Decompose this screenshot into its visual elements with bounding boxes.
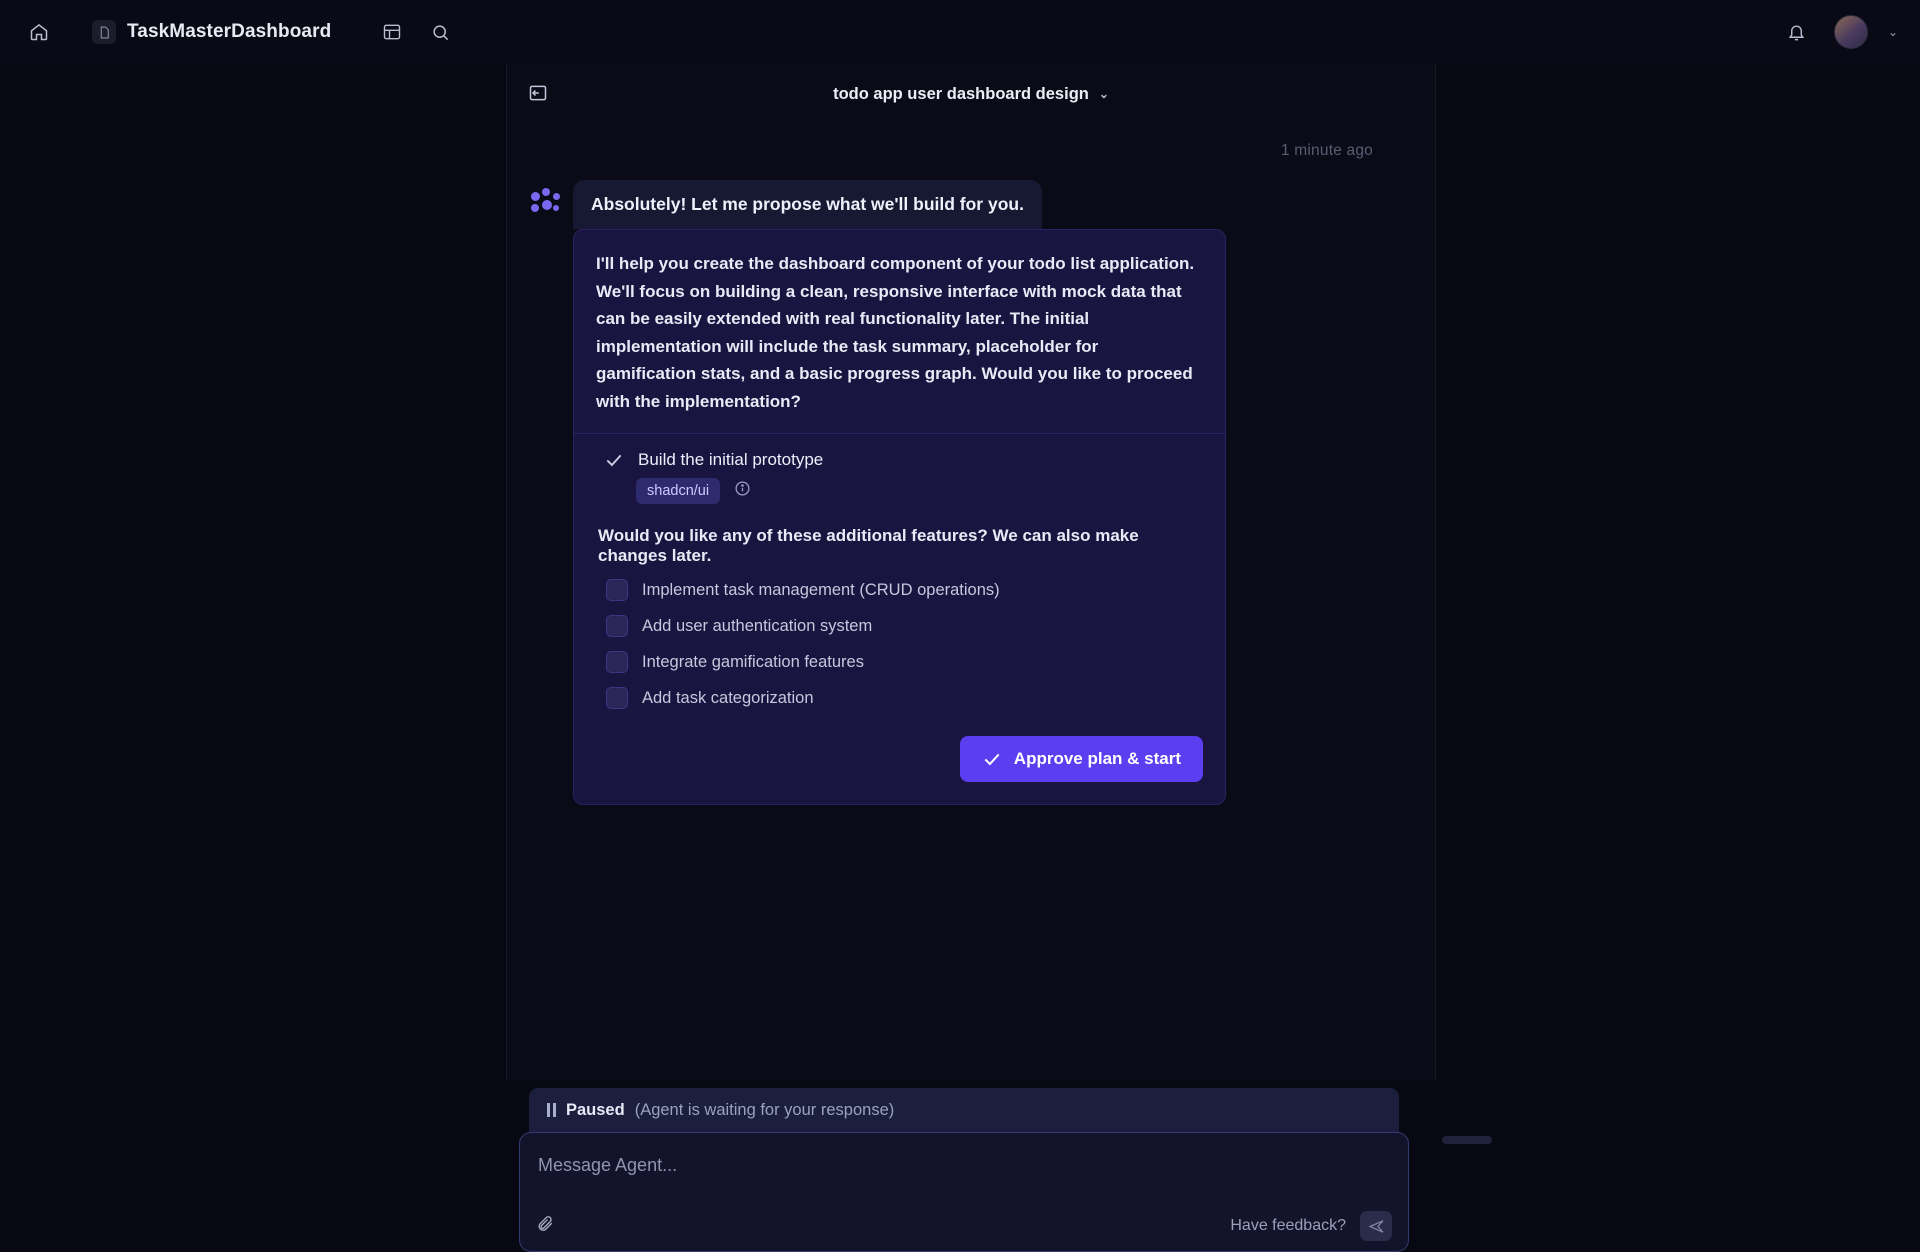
list-item[interactable]: [596, 608, 1203, 644]
avatar[interactable]: [1834, 15, 1868, 49]
option-label: Add task categorization: [642, 688, 814, 707]
option-label: Implement task management (CRUD operations): [642, 580, 1000, 599]
agent-logo-icon: [531, 188, 561, 218]
checkbox-icon[interactable]: [606, 687, 628, 709]
top-bar-right: [1780, 15, 1898, 49]
option-label: Add user authentication system: [642, 616, 873, 635]
prototype-item[interactable]: [596, 434, 1203, 470]
list-item[interactable]: [596, 572, 1203, 608]
plan-description: I'll help you create the dashboard component of your todo list application. We'll focus on building a clean, responsive interface with mock data that can be easily extended with real functionality later. The initial implementation will include the task summary, placeholder for gamification stats, and a basic progress graph. Would you like to proceed with the implementation?: [596, 254, 1195, 411]
panel-title-text: todo app user dashboard design: [833, 84, 1089, 103]
bell-icon[interactable]: [1780, 15, 1814, 49]
pause-icon: [547, 1103, 556, 1117]
info-icon[interactable]: [734, 480, 751, 502]
approve-plan-label: Approve plan & start: [1013, 749, 1181, 768]
status-label: Paused: [566, 1100, 625, 1119]
top-bar-left: [22, 15, 457, 49]
message-timestamp: 1 minute ago: [1280, 142, 1373, 159]
message-composer[interactable]: [519, 1132, 1409, 1252]
paperclip-icon[interactable]: [536, 1214, 555, 1238]
agent-greeting-bubble: Absolutely! Let me propose what we'll build for you.: [573, 180, 1042, 229]
chat-thread: [507, 180, 1435, 805]
search-icon[interactable]: [423, 15, 457, 49]
library-tag[interactable]: shadcn/ui: [636, 478, 720, 504]
chevron-down-icon[interactable]: ⌄: [1887, 25, 1898, 39]
conversation-panel: [506, 64, 1436, 1234]
status-badge: [529, 1088, 1399, 1132]
status-detail: (Agent is waiting for your response): [634, 1100, 895, 1119]
send-icon[interactable]: [1360, 1211, 1392, 1241]
checkbox-icon[interactable]: [606, 615, 628, 637]
list-item[interactable]: [596, 680, 1203, 716]
composer-right: [1230, 1211, 1392, 1241]
option-label: Integrate gamification features: [642, 652, 864, 671]
top-bar-tools: [375, 15, 457, 49]
checkbox-icon[interactable]: [606, 579, 628, 601]
prototype-label: Build the initial prototype: [638, 450, 824, 469]
plan-card: [573, 229, 1226, 805]
feedback-link[interactable]: Have feedback?: [1230, 1217, 1346, 1234]
collapse-panel-icon[interactable]: [523, 78, 553, 108]
approve-row: [596, 716, 1203, 782]
home-icon[interactable]: [22, 15, 56, 49]
approve-plan-button[interactable]: [960, 736, 1203, 782]
agent-greeting-row: [531, 180, 1383, 229]
panel-title[interactable]: [833, 85, 1109, 104]
panel-header: [507, 64, 1435, 124]
drag-handle[interactable]: [1442, 1136, 1492, 1144]
chevron-down-icon[interactable]: ⌄: [1098, 87, 1109, 101]
message-input-placeholder[interactable]: Message Agent...: [538, 1155, 678, 1175]
composer-toolbar: [520, 1201, 1408, 1251]
project-name: TaskMasterDashboard: [127, 21, 332, 42]
check-icon: [982, 749, 1002, 769]
check-icon: [604, 450, 624, 470]
list-item[interactable]: [596, 644, 1203, 680]
project-breadcrumb[interactable]: [92, 20, 331, 44]
checkbox-icon[interactable]: [606, 651, 628, 673]
prototype-tag-row: [596, 470, 1203, 504]
additional-features-question: Would you like any of these additional features? We can also make changes later.: [598, 526, 1139, 565]
top-bar: [0, 0, 1920, 64]
file-icon: [92, 20, 116, 44]
panels-icon[interactable]: [375, 15, 409, 49]
